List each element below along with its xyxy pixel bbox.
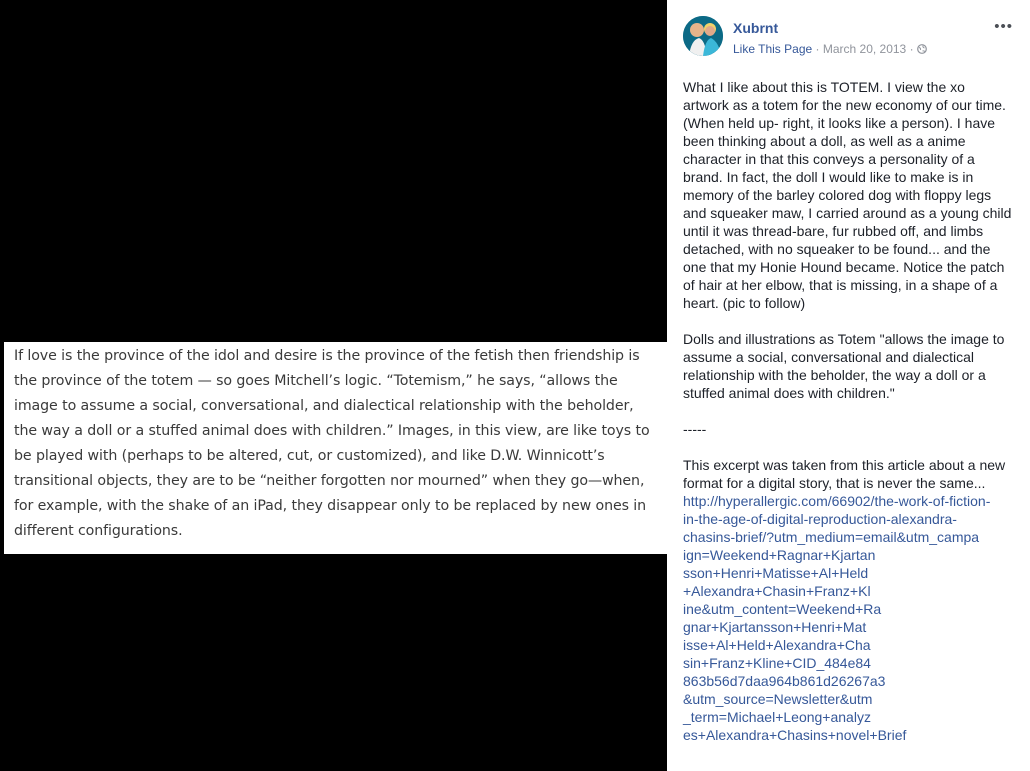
post-date[interactable]: March 20, 2013: [822, 42, 907, 56]
page-name[interactable]: Xubrnt: [733, 20, 779, 36]
meta-separator: ·: [812, 42, 823, 56]
like-page-link[interactable]: Like This Page: [733, 42, 813, 56]
post-paragraph: Dolls and illustrations as Totem "allows the image to assume a social, conversational and dialectical relationship with the beholder, the way a doll or a stuffed animal does with children.": [683, 331, 1005, 401]
post-body: [683, 78, 1013, 744]
quote-text: If love is the province of the idol and desire is the province of the fetish then friendship is the province of the totem — so goes Mitchell’s logic. “Totemism,” he says, “allows the image to assume a social, conversational, and dialectical relationship with the beholder, the way a doll or a stuffed animal does with children.” Images, in this view, are like toys to be played with (perhaps to be altered, cut, or customized), and like D.W. Winnicott’s transitional objects, they are to be “neither forgotten nor mourned” when they go—when, for example, with the shake of an iPad, they disappear only to be replaced by new ones in different configurations.: [14, 348, 650, 539]
article-link[interactable]: http://hyperallergic.com/66902/the-work-of-fiction- in-the-age-of-digital-reproduction-alexandra- chasins-brief/?utm_medium=email&utm_campa ign=Weekend+Ragnar+Kjartan sson+Henri+Matisse+Al+Held +Alexandra+Chasin+Franz+Kl ine&utm_content=Weekend+Ra gnar+Kjartansson+Henri+Mat isse+Al+Held+Alexandra+Cha sin+Franz+Kline+CID_484e84 863b56d7daa964b861d26267a3 &utm_source=Newsletter&utm _term=Michael+Leong+analyz es+Alexandra+Chasins+novel+Brief: [683, 493, 991, 743]
post-divider-text: -----: [683, 421, 707, 437]
meta-separator-2: ·: [906, 42, 917, 56]
post-paragraph: What I like about this is TOTEM. I view the xo artwork as a totem for the new economy of our time. (When held up- right, it looks like a person). I have been thinking about a doll, as well as a anime character in that this conveys a personality of a brand. In fact, the doll I would like to make is in memory of the barley colored dog with floppy legs and squeaker maw, I carried around as a young child until it was thread-bare, fur rubbed off, and limbs detached, with no squeaker to be found... and the one that my Honie Hound became. Notice the patch of hair at her elbow, that is missing, in a shape of a heart. (pic to follow): [683, 79, 1012, 311]
post-header: [683, 16, 1013, 60]
more-options-button[interactable]: •••: [994, 18, 1013, 35]
post-sidebar: [667, 0, 1030, 771]
globe-icon: [917, 43, 927, 57]
avatar-image: [683, 16, 723, 56]
post-paragraph: This excerpt was taken from this article about a new format for a digital story, that is never the same...: [683, 457, 1006, 491]
page-avatar[interactable]: [683, 16, 723, 56]
quote-image: [4, 342, 667, 554]
post-meta: [733, 42, 927, 57]
